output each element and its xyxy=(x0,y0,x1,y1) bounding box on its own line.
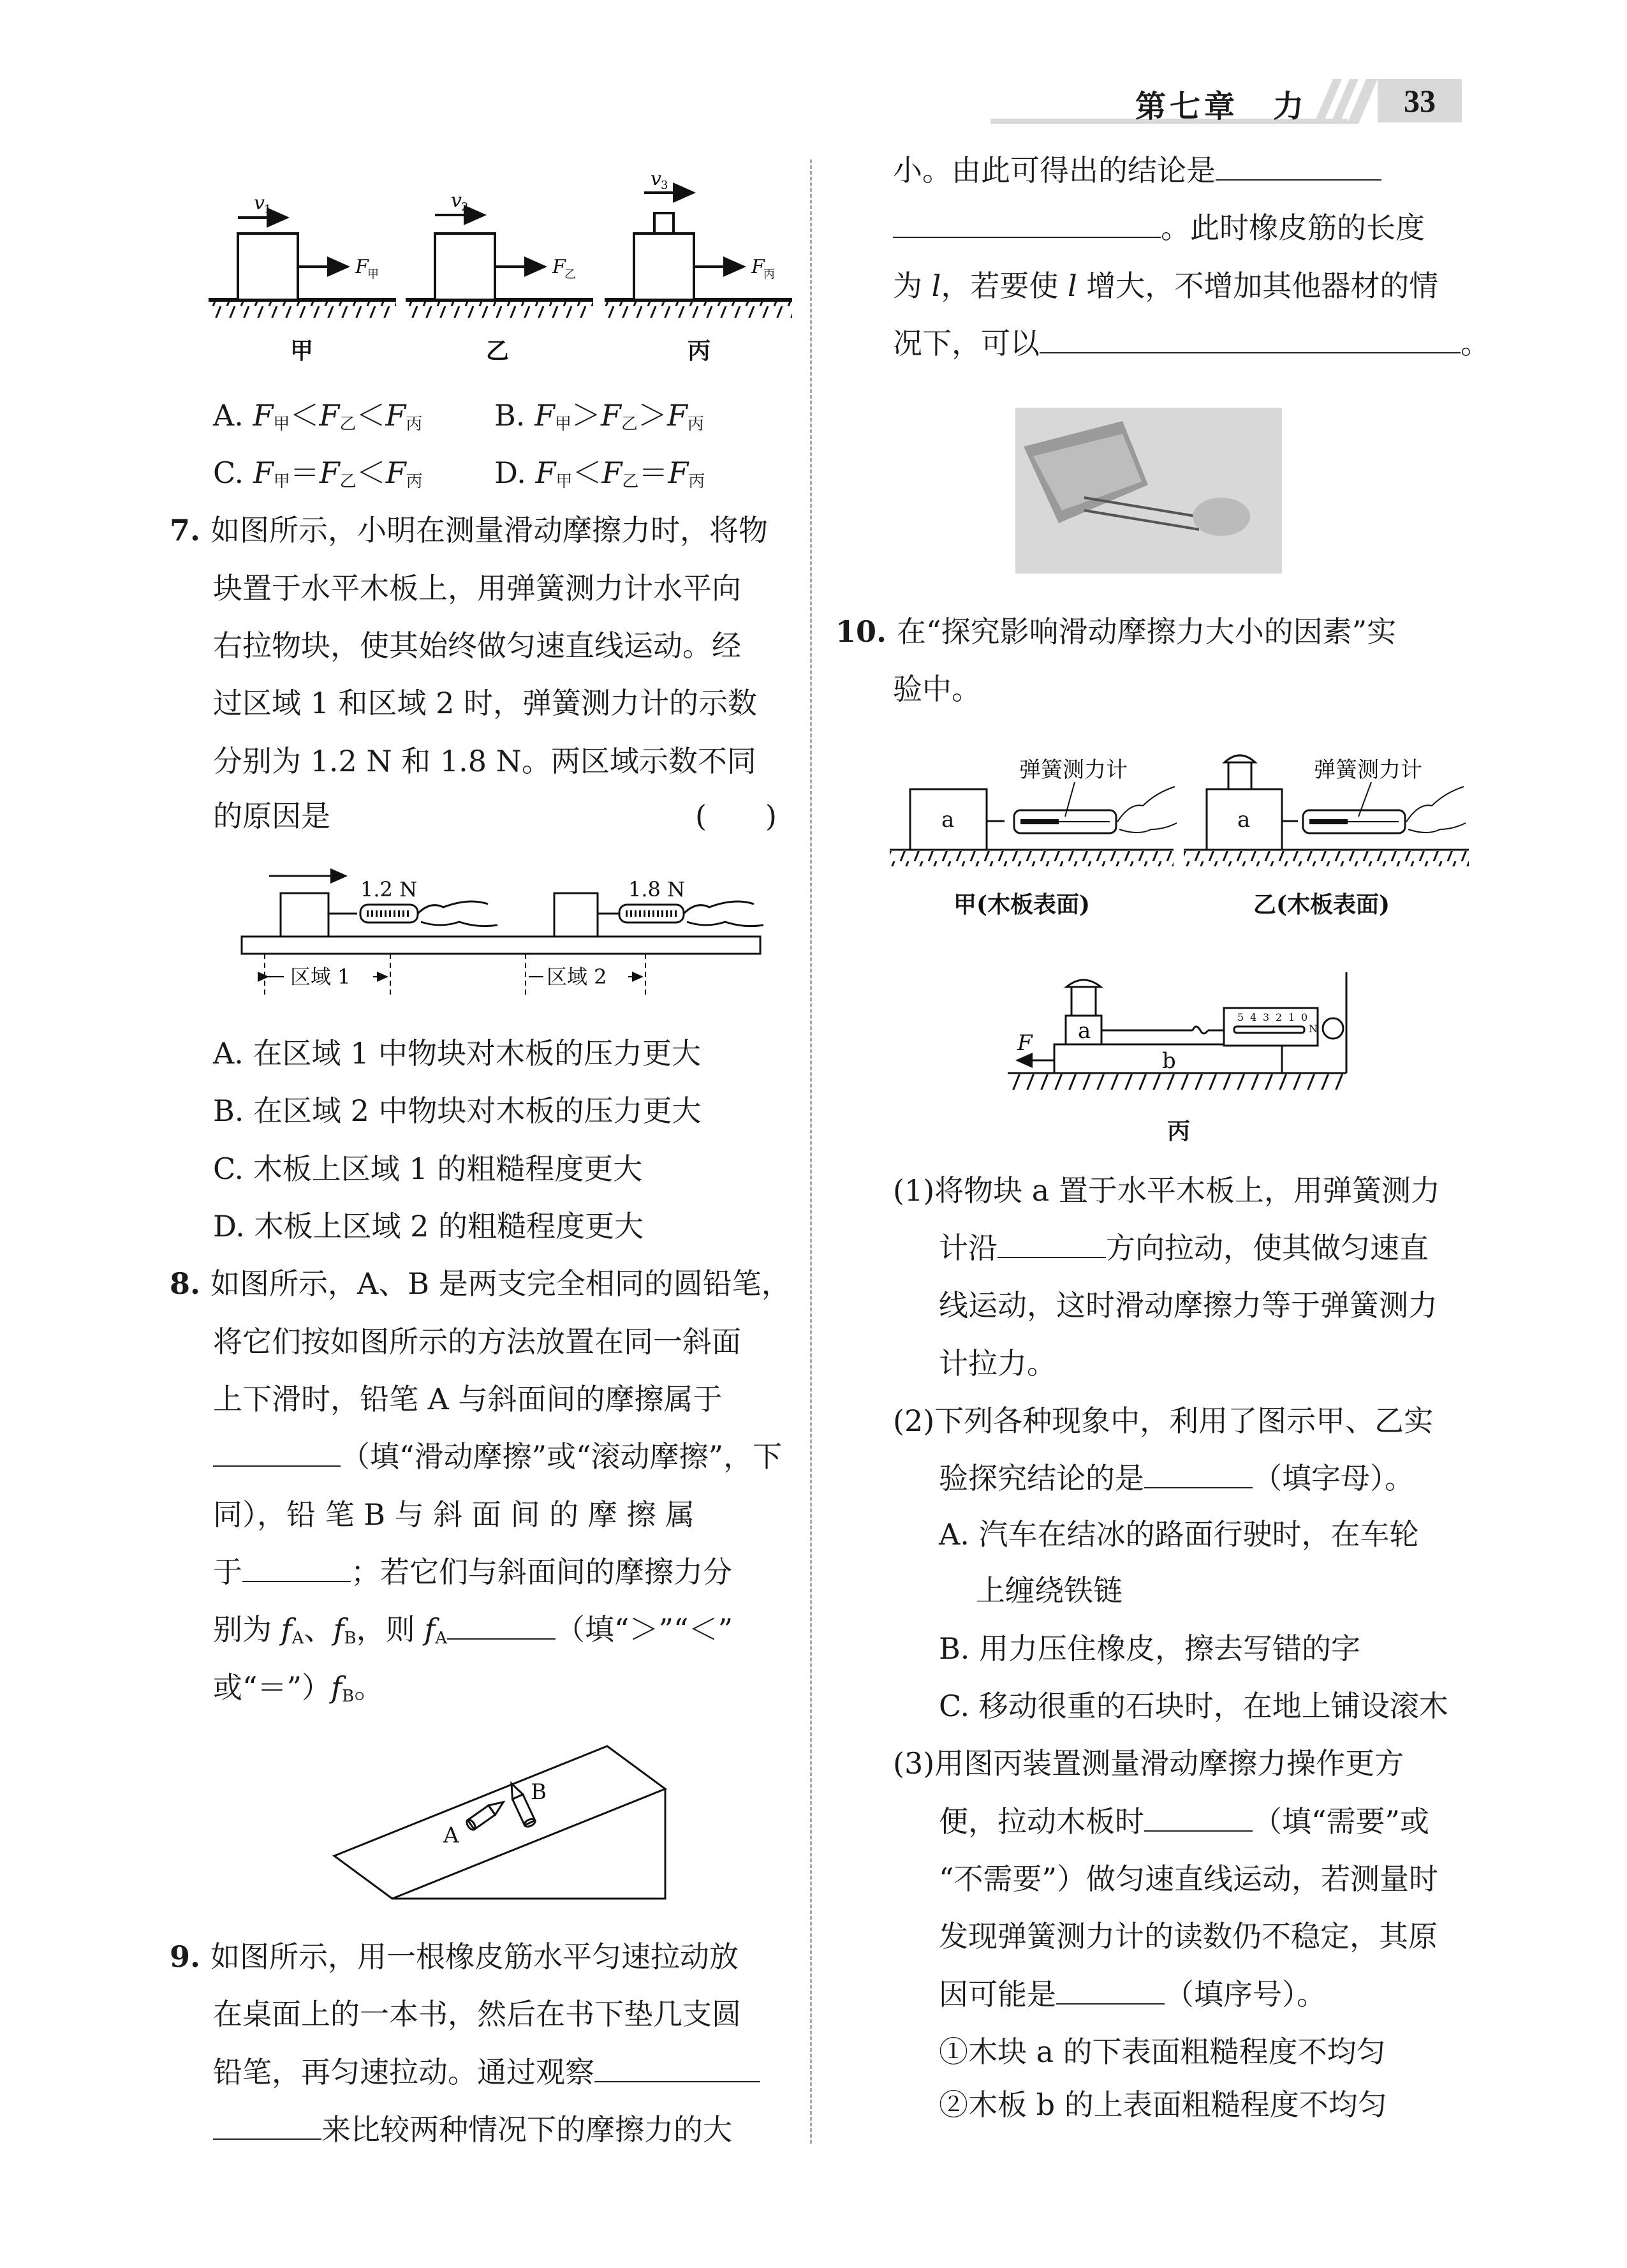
svg-text:区域 1: 区域 1 xyxy=(290,965,351,989)
text-segment: ＞ xyxy=(637,397,667,433)
svg-text:1: 1 xyxy=(1288,1011,1295,1023)
text-segment: 铅笔，再匀速拉动。通过观察 xyxy=(213,2054,594,2089)
math-variable: $F_丙$ xyxy=(385,456,423,492)
subscript: 乙 xyxy=(339,414,357,434)
text-segment: B. xyxy=(494,397,535,433)
svg-text:v: v xyxy=(451,189,462,212)
text-segment: 便，拉动木板时 xyxy=(939,1804,1144,1839)
subscript: B xyxy=(344,1629,357,1649)
svg-text:F: F xyxy=(1017,1030,1033,1056)
svg-text:a: a xyxy=(1078,1018,1091,1044)
subscript: A xyxy=(291,1629,304,1649)
text-segment: A. 在区域 1 中物块对木板的压力更大 xyxy=(213,1036,701,1071)
text-segment: 验中。 xyxy=(893,671,981,706)
text-segment: D. 木板上区域 2 的粗糙程度更大 xyxy=(213,1209,644,1244)
text-segment: 。 xyxy=(1461,325,1490,360)
question-number: 10. xyxy=(836,614,897,649)
figure-7-labels xyxy=(290,877,685,989)
math-variable: $F_甲$ xyxy=(253,456,290,492)
svg-text:甲: 甲 xyxy=(367,268,379,281)
text-segment: 因可能是 xyxy=(939,1976,1056,2012)
svg-text:乙: 乙 xyxy=(486,337,510,364)
text-segment: 方向拉动，使其做匀速直 xyxy=(1106,1230,1429,1265)
math-variable: $F_乙$ xyxy=(319,456,357,492)
math-variable: l xyxy=(931,268,941,303)
text-segment: 在“探究影响滑动摩擦力大小的因素”实 xyxy=(897,614,1397,649)
text-segment: （填“需要”或 xyxy=(1253,1804,1430,1839)
text-segment: 验探究结论的是 xyxy=(939,1461,1144,1496)
text-segment: 如图所示，用一根橡皮筋水平匀速拉动放 xyxy=(210,1939,739,1974)
math-variable: $F_甲$ xyxy=(534,397,571,434)
subscript: B xyxy=(342,1686,355,1706)
svg-text:1.8 N: 1.8 N xyxy=(628,877,686,901)
text-segment: 的原因是 xyxy=(213,798,330,833)
svg-text:区域 2: 区域 2 xyxy=(547,965,607,989)
text-segment: 上下滑时，铅笔 A 与斜面间的摩擦属于 xyxy=(213,1382,723,1417)
svg-text:1: 1 xyxy=(264,203,272,216)
text-segment: 如图所示，小明在测量滑动摩擦力时，将物 xyxy=(210,513,769,548)
svg-text:丙: 丙 xyxy=(763,268,775,281)
subscript: A xyxy=(435,1629,448,1649)
text-segment: 右拉物块，使其始终做匀速直线运动。经 xyxy=(213,628,741,663)
math-variable: $f_A$ xyxy=(424,1612,448,1649)
text-segment: (3)用图丙装置测量滑动摩擦力操作更方 xyxy=(893,1746,1404,1781)
text-segment: ①木块 a 的下表面粗糙程度不均匀 xyxy=(939,2034,1386,2069)
text-segment: (2)下列各种现象中，利用了图示甲、乙实 xyxy=(893,1403,1434,1438)
svg-text:N: N xyxy=(1309,1023,1318,1035)
text-segment: 。此时橡皮筋的长度 xyxy=(1161,211,1425,246)
text-segment: 计拉力。 xyxy=(939,1345,1056,1381)
math-variable: $F_丙$ xyxy=(666,397,704,434)
text-segment: ＝ xyxy=(290,456,320,491)
svg-text:v: v xyxy=(254,192,265,214)
text-segment: 。 xyxy=(354,1670,384,1705)
text-segment: 在桌面上的一本书，然后在书下垫几支圆 xyxy=(213,1997,741,2032)
text-segment: 将它们按如图所示的方法放置在同一斜面 xyxy=(213,1324,741,1359)
svg-text:丙: 丙 xyxy=(688,337,711,364)
text-segment: B. 在区域 2 中物块对木板的压力更大 xyxy=(213,1093,702,1129)
text-segment: 于 xyxy=(213,1554,242,1589)
svg-text:弹簧测力计: 弹簧测力计 xyxy=(1314,757,1422,783)
figure-10-jia xyxy=(890,782,1177,866)
subscript: 丙 xyxy=(688,472,705,492)
svg-text:2: 2 xyxy=(461,200,469,214)
subscript: 丙 xyxy=(406,472,423,492)
text-segment: “不需要”）做匀速直线运动，若测量时 xyxy=(939,1861,1439,1896)
text-segment: 或“＝”） xyxy=(213,1670,332,1705)
svg-text:弹簧测力计: 弹簧测力计 xyxy=(1019,757,1128,783)
svg-text:A: A xyxy=(443,1823,459,1848)
math-variable: $F_甲$ xyxy=(535,456,573,492)
svg-text:乙(木板表面): 乙(木板表面) xyxy=(1253,891,1390,918)
text-segment: ( ) xyxy=(695,798,777,833)
subscript: 甲 xyxy=(554,414,571,434)
text-segment: （填序号）。 xyxy=(1165,1976,1326,2012)
text-segment: ，若要使 xyxy=(941,268,1068,303)
subscript: 乙 xyxy=(622,472,639,492)
text-segment: ，则 xyxy=(356,1612,425,1647)
text-segment: 分别为 1.2 N 和 1.8 N。两区域示数不同 xyxy=(213,743,756,778)
svg-text:b: b xyxy=(1162,1048,1176,1074)
subscript: 乙 xyxy=(339,472,357,492)
text-segment: 过区域 1 和区域 2 时，弹簧测力计的示数 xyxy=(213,686,758,721)
text-segment: ＞ xyxy=(571,397,601,433)
math-variable: $F_丙$ xyxy=(385,397,423,434)
svg-text:乙: 乙 xyxy=(564,268,576,281)
text-segment: ＜ xyxy=(290,397,320,433)
figure-9-photo xyxy=(1015,408,1282,574)
text-segment: A. xyxy=(213,397,253,433)
svg-text:F: F xyxy=(751,256,765,278)
figure-6-bing xyxy=(605,193,792,318)
text-segment: 线运动，这时滑动摩擦力等于弹簧测力 xyxy=(939,1288,1438,1323)
svg-text:0: 0 xyxy=(1301,1011,1308,1023)
subscript: 甲 xyxy=(273,414,290,434)
chapter-title: 第七章 力 xyxy=(1135,89,1308,124)
math-variable: $F_乙$ xyxy=(601,397,638,434)
math-variable: $F_乙$ xyxy=(319,397,357,434)
svg-text:甲: 甲 xyxy=(290,337,314,364)
math-variable: $F_乙$ xyxy=(601,456,639,492)
text-segment: 同），铅 笔 B 与 斜 面 间 的 摩 擦 属 xyxy=(213,1497,695,1532)
subscript: 丙 xyxy=(406,414,423,434)
text-segment: ＝ xyxy=(638,456,668,491)
math-variable: $f_B$ xyxy=(331,1670,355,1706)
svg-text:v: v xyxy=(651,168,661,190)
text-segment: C. 移动很重的石块时，在地上铺设滚木 xyxy=(939,1688,1448,1723)
text-segment: （填“＞”“＜” xyxy=(556,1612,733,1647)
text-segment: 块置于水平木板上，用弹簧测力计水平向 xyxy=(213,570,741,605)
text-segment: 如图所示，A、B 是两支完全相同的圆铅笔， xyxy=(210,1266,791,1301)
text-segment: D. xyxy=(494,456,536,491)
svg-text:甲(木板表面): 甲(木板表面) xyxy=(953,891,1091,918)
math-variable: $f_A$ xyxy=(281,1612,304,1649)
text-segment: 别为 xyxy=(213,1612,281,1647)
page-number: 33 xyxy=(1378,79,1462,122)
text-segment: A. 汽车在结冰的路面行驶时，在车轮 xyxy=(939,1517,1419,1552)
text-segment: C. xyxy=(213,456,253,491)
text-segment: C. 木板上区域 1 的粗糙程度更大 xyxy=(213,1151,643,1186)
text-segment: 况下，可以 xyxy=(893,325,1040,360)
svg-text:4: 4 xyxy=(1250,1011,1257,1023)
question-number: 9. xyxy=(170,1939,211,1974)
svg-text:a: a xyxy=(941,807,955,833)
svg-text:F: F xyxy=(552,256,566,278)
text-segment: 、 xyxy=(304,1612,334,1647)
subscript: 丙 xyxy=(687,414,704,434)
svg-text:1.2 N: 1.2 N xyxy=(360,877,418,901)
math-variable: $f_B$ xyxy=(333,1612,357,1649)
subscript: 乙 xyxy=(621,414,638,434)
text-segment: 小。由此可得出的结论是 xyxy=(893,152,1216,188)
svg-text:F: F xyxy=(355,256,369,278)
svg-text:5: 5 xyxy=(1237,1011,1244,1023)
text-segment: 发现弹簧测力计的读数仍不稳定，其原 xyxy=(939,1919,1438,1954)
question-number: 8. xyxy=(170,1266,211,1301)
svg-text:3: 3 xyxy=(661,179,668,192)
text-segment: ＜ xyxy=(356,397,386,433)
text-segment: 上缠绕铁链 xyxy=(976,1573,1123,1608)
math-variable: $F_甲$ xyxy=(253,397,290,434)
text-segment: ＜ xyxy=(356,456,386,491)
figure-8-incline xyxy=(334,1746,665,1899)
text-segment: 来比较两种情况下的摩擦力的大 xyxy=(321,2112,732,2147)
subscript: 甲 xyxy=(556,472,573,492)
math-variable: l xyxy=(1067,268,1077,303)
text-segment: 为 xyxy=(893,268,932,303)
text-segment: B. 用力压住橡皮，擦去写错的字 xyxy=(939,1631,1361,1666)
svg-text:3: 3 xyxy=(1263,1011,1270,1023)
math-variable: $F_丙$ xyxy=(668,456,705,492)
svg-text:B: B xyxy=(531,1779,547,1805)
text-segment: ；若它们与斜面间的摩擦力分 xyxy=(351,1554,732,1589)
text-segment: 增大，不增加其他器材的情 xyxy=(1077,268,1439,303)
svg-text:a: a xyxy=(1237,807,1251,833)
svg-text:丙: 丙 xyxy=(1167,1118,1191,1145)
subscript: 甲 xyxy=(273,472,290,492)
figure-10-bing xyxy=(1008,972,1346,1090)
question-number: 7. xyxy=(170,513,211,548)
text-segment: （填字母）。 xyxy=(1253,1461,1414,1496)
text-segment: 计沿 xyxy=(939,1230,998,1265)
text-segment: ＜ xyxy=(572,456,602,491)
svg-text:2: 2 xyxy=(1276,1011,1283,1023)
text-segment: (1)将物块 a 置于水平木板上，用弹簧测力 xyxy=(893,1173,1440,1208)
text-segment: ②木板 b 的上表面粗糙程度不均匀 xyxy=(939,2087,1387,2123)
text-segment: （填“滑动摩擦”或“滚动摩擦”，下 xyxy=(341,1439,783,1474)
